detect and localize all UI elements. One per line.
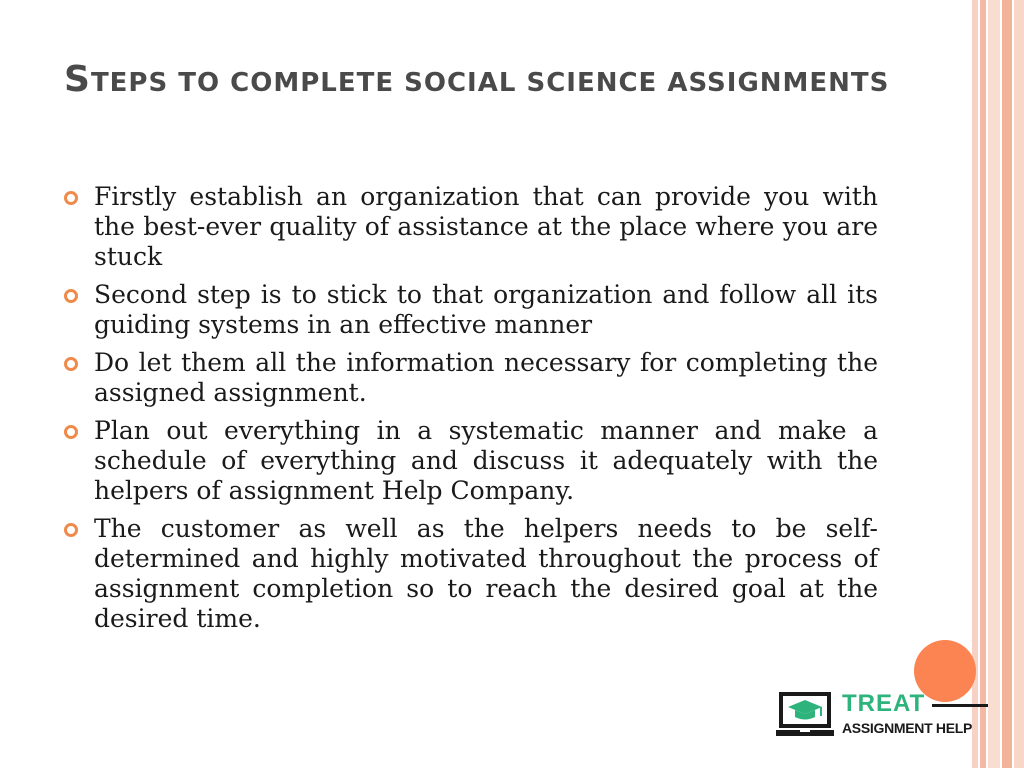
bullet-ring-icon (64, 191, 78, 205)
graduation-cap-laptop-icon (776, 690, 834, 738)
decorative-stripe (972, 0, 978, 768)
decorative-stripe (1014, 0, 1024, 768)
treat-assignment-help-logo (776, 690, 994, 738)
bullet-ring-icon (64, 357, 78, 371)
bullet-item (62, 182, 878, 272)
bullet-item (62, 348, 878, 408)
bullet-text: Firstly establish an organization that can provide you with the best-ever quality of assistance at the place where you are stuck (94, 182, 878, 271)
decorative-stripe (988, 0, 1000, 768)
bullet-text: The customer as well as the helpers needs to be self-determined and highly motivated throughout the process of assignment completion so to reach the desired goal at the desired time. (94, 514, 878, 633)
logo-name: TREAT (842, 690, 926, 717)
decorative-stripe (1002, 0, 1012, 768)
bullet-item (62, 514, 878, 634)
bullet-text: Plan out everything in a systematic manner and make a schedule of everything and discuss it adequately with the helpers of assignment Help Company. (94, 416, 878, 505)
bullet-ring-icon (64, 523, 78, 537)
bullet-list (62, 182, 878, 642)
bullet-item (62, 416, 878, 506)
bullet-ring-icon (64, 425, 78, 439)
logo-divider (932, 704, 988, 707)
bullet-text: Do let them all the information necessary for completing the assigned assignment. (94, 348, 878, 407)
logo-tagline: ASSIGNMENT HELP (842, 720, 973, 736)
bullet-text: Second step is to stick to that organization and follow all its guiding systems in an effective manner (94, 280, 878, 339)
slide-title: STEPS TO COMPLETE SOCIAL SCIENCE ASSIGNMENTS (64, 59, 890, 100)
bullet-item (62, 280, 878, 340)
bullet-ring-icon (64, 289, 78, 303)
decorative-stripe (980, 0, 986, 768)
